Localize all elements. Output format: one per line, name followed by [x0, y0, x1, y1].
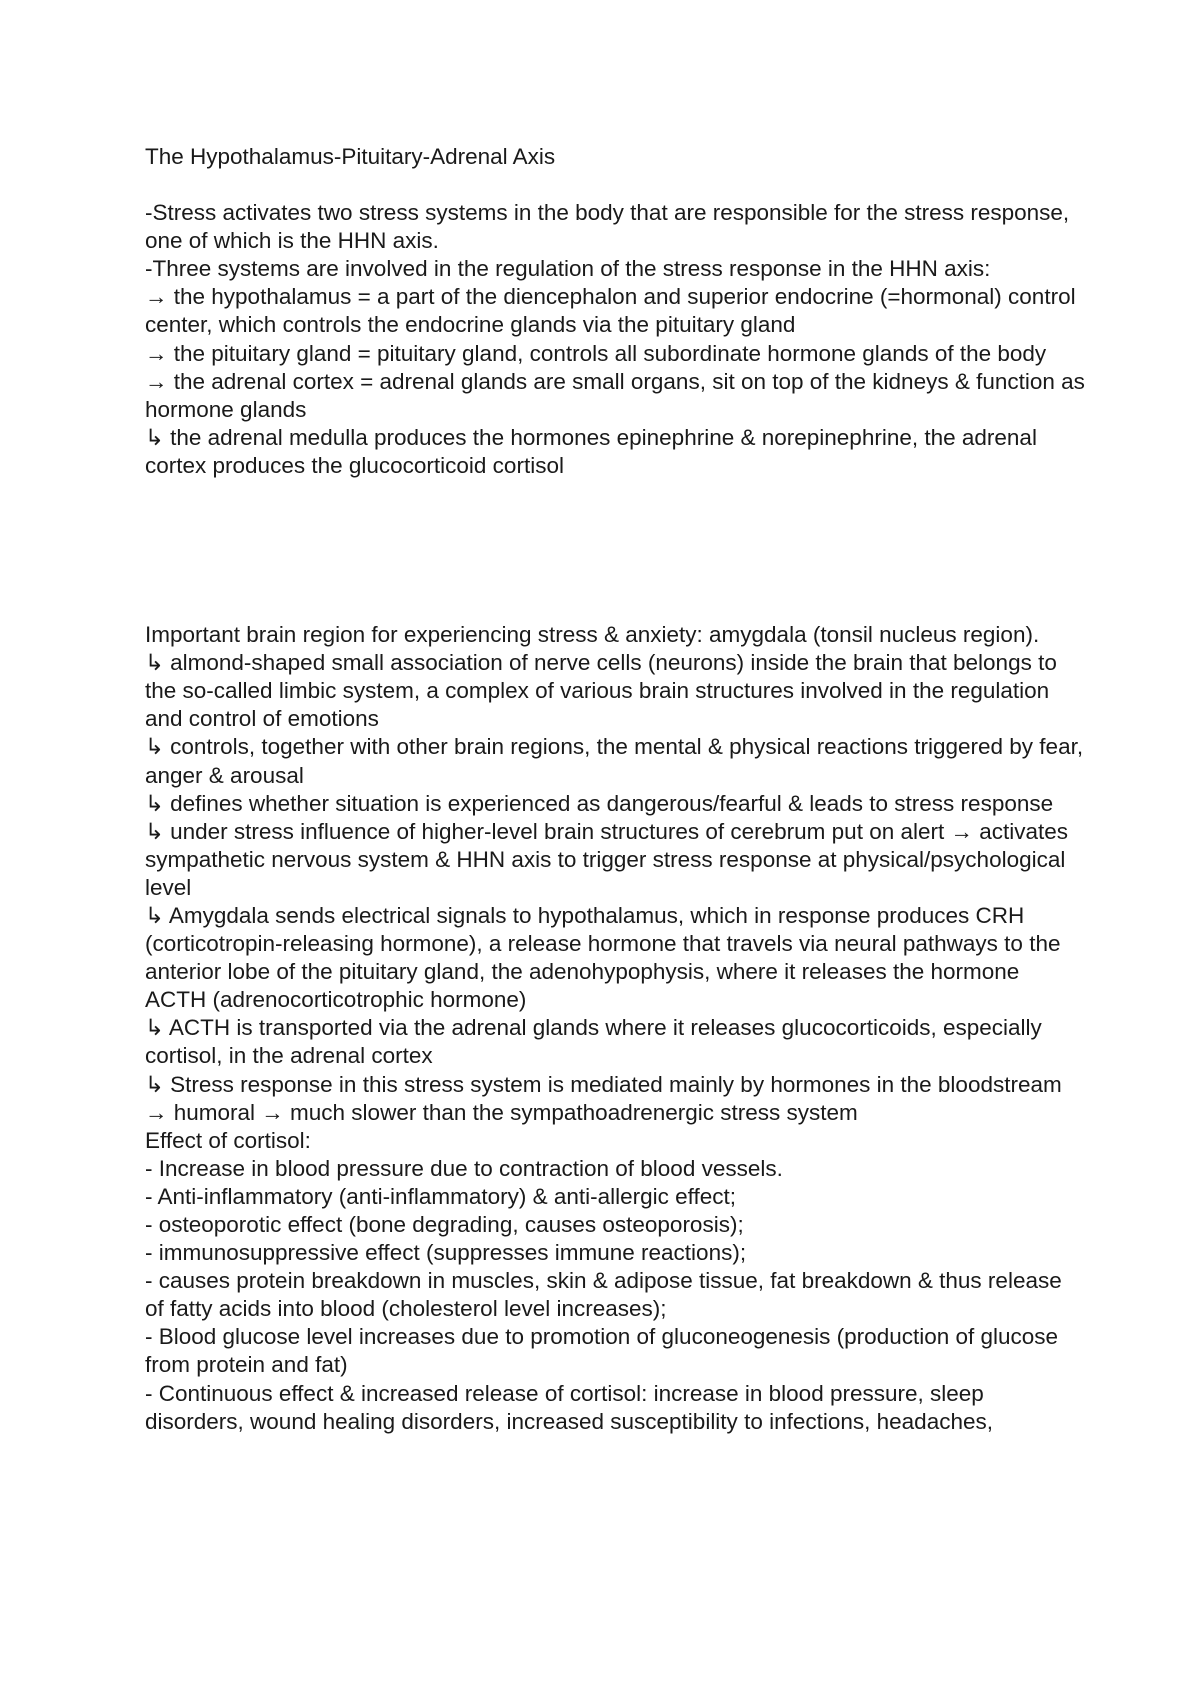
paragraph: -Stress activates two stress systems in the body that are responsible for the stress response, one of which is the HHN axis.	[145, 200, 1070, 254]
list-item: - Anti-inflammatory (anti-inflammatory) & anti-allergic effect;	[145, 1183, 737, 1209]
paragraph: Important brain region for experiencing stress & anxiety: amygdala (tonsil nucleus region).	[145, 622, 1040, 648]
list-item: - osteoporotic effect (bone degrading, causes osteoporosis);	[145, 1212, 744, 1237]
document-body	[145, 143, 1085, 1436]
paragraph: ↳ ACTH is transported via the adrenal glands where it releases glucocorticoids, especially cortisol, in the adrenal cortex	[145, 1015, 1042, 1069]
list-item: - causes protein breakdown in muscles, skin & adipose tissue, fat breakdown & thus release of fatty acids into blood (cholesterol level increases);	[145, 1268, 1062, 1322]
paragraph: ↳ defines whether situation is experienced as dangerous/fearful & leads to stress response	[145, 790, 1054, 816]
paragraph: ↳ controls, together with other brain regions, the mental & physical reactions triggered by fear, anger & arousal	[145, 734, 1084, 788]
paragraph: ↳ Amygdala sends electrical signals to hypothalamus, which in response produces CRH (corticotropin-releasing hormone), a release hormone that travels via neural pathways to the anterior lobe of the pituitary gland, the adenohypophysis, where it releases the hormone ACTH (adrenocorticotrophic hormone)	[145, 902, 1061, 1013]
paragraph: → the adrenal cortex = adrenal glands are small organs, sit on top of the kidneys & function as hormone glands	[145, 368, 1085, 422]
paragraph: ↳ the adrenal medulla produces the hormones epinephrine & norepinephrine, the adrenal cortex produces the glucocorticoid cortisol	[145, 424, 1037, 478]
list-item: - immunosuppressive effect (suppresses immune reactions);	[145, 1240, 747, 1266]
list-item: - Continuous effect & increased release of cortisol: increase in blood pressure, sleep disorders, wound healing disorders, increased susceptibility to infections, headaches,	[145, 1380, 993, 1434]
paragraph: → the hypothalamus = a part of the diencephalon and superior endocrine (=hormonal) control center, which controls the endocrine glands via the pituitary gland	[145, 284, 1076, 338]
paragraph: ↳ Stress response in this stress system is mediated mainly by hormones in the bloodstream → humoral → much slower than the sympathoadrenergic stress system	[145, 1071, 1062, 1125]
paragraph: → the pituitary gland = pituitary gland, controls all subordinate hormone glands of the body	[145, 340, 1047, 366]
document-title: The Hypothalamus-Pituitary-Adrenal Axis	[145, 144, 556, 169]
cortisol-effects-heading: Effect of cortisol:	[145, 1127, 311, 1153]
list-item: - Blood glucose level increases due to promotion of gluconeogenesis (production of glucose from protein and fat)	[145, 1324, 1059, 1378]
paragraph: ↳ under stress influence of higher-level brain structures of cerebrum put on alert → activates sympathetic nervous system & HHN axis to trigger stress response at physical/psychological level	[145, 818, 1069, 900]
paragraph: -Three systems are involved in the regulation of the stress response in the HHN axis:	[145, 256, 991, 282]
list-item: - Increase in blood pressure due to contraction of blood vessels.	[145, 1155, 783, 1181]
section-gap	[145, 480, 1085, 621]
paragraph: ↳ almond-shaped small association of nerve cells (neurons) inside the brain that belongs to the so-called limbic system, a complex of various brain structures involved in the regulation and control of emotions	[145, 650, 1057, 732]
